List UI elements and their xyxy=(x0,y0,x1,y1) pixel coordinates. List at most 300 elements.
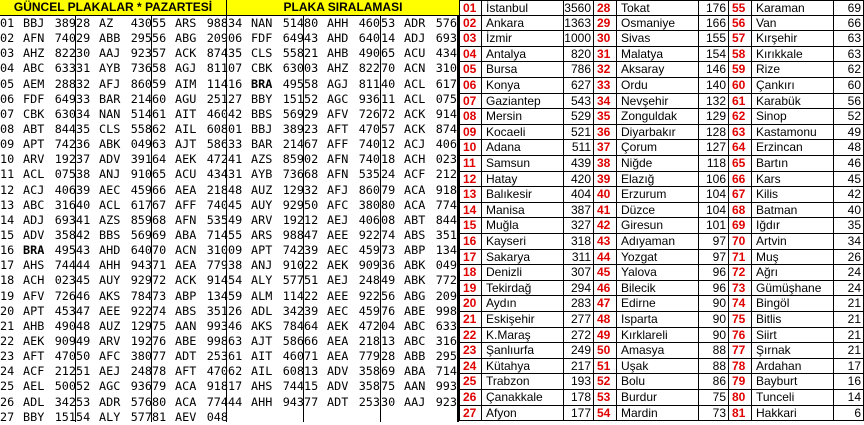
plate-code: ACL xyxy=(404,76,426,91)
city-name: Iğdır xyxy=(752,218,834,234)
rank-number: 58 xyxy=(729,47,752,63)
plate-number: 34 xyxy=(76,106,91,121)
plate-number: 28 xyxy=(76,16,91,30)
plate-code: ADR xyxy=(99,394,121,409)
city-name: Bursa xyxy=(482,62,564,78)
plate-row xyxy=(381,92,457,107)
plate-code: ABK xyxy=(404,273,426,288)
plate-value: 406 xyxy=(358,212,380,227)
plate-code: ACF xyxy=(404,167,426,182)
plate-number: 32 xyxy=(304,182,319,197)
city-count: 40 xyxy=(834,203,864,219)
plate-code: AFT xyxy=(327,121,349,136)
rank-number: 50 xyxy=(594,343,617,359)
city-count: 155 xyxy=(699,31,729,47)
plate-value: 640 xyxy=(358,31,380,46)
plate-code: AHH xyxy=(327,16,349,30)
city-count: 129 xyxy=(699,109,729,125)
plate-row xyxy=(152,46,228,61)
plate-code: AFC xyxy=(99,349,121,364)
plate-code: AFT xyxy=(175,364,197,379)
rank-number: 66 xyxy=(729,172,752,188)
plate-code: AEV xyxy=(175,409,197,424)
plate-number: 61 xyxy=(152,106,167,121)
plate-value: 922 xyxy=(358,288,380,303)
city-count: 249 xyxy=(564,343,594,359)
plate-code: AFV xyxy=(327,106,349,121)
city-count: 318 xyxy=(564,234,594,250)
plate-row xyxy=(152,228,228,243)
plate-row xyxy=(76,364,152,379)
plate-number: 45 xyxy=(228,197,243,212)
plate-code: BBJ xyxy=(251,121,273,136)
city-name: Niğde xyxy=(617,156,699,172)
city-name: Bitlis xyxy=(752,312,834,328)
plate-row xyxy=(304,273,380,288)
city-name: Erzurum xyxy=(617,187,699,203)
plate-value: 640 xyxy=(130,243,152,258)
plate-value: 248 xyxy=(358,273,380,288)
plate-number: 19 xyxy=(0,288,15,303)
plate-number: 29 xyxy=(304,106,319,121)
plate-value: 212 xyxy=(435,167,457,182)
plate-row xyxy=(381,228,457,243)
plate-number: 09 xyxy=(0,137,15,152)
plate-row xyxy=(0,258,76,273)
plate-row xyxy=(76,395,152,410)
city-name: Elazığ xyxy=(617,172,699,188)
plate-code: AFF xyxy=(327,137,349,152)
city-count: 66 xyxy=(834,16,864,32)
plate-number: 38 xyxy=(76,167,91,182)
plate-number: 16 xyxy=(0,243,15,258)
plate-row xyxy=(76,183,152,198)
plate-value: 998 xyxy=(206,333,228,348)
plate-value: 351 xyxy=(435,227,457,242)
plate-number: 66 xyxy=(152,182,167,197)
plate-code: ABA xyxy=(175,227,197,242)
plate-value: 630 xyxy=(54,106,76,121)
plate-code: AFJ xyxy=(327,182,349,197)
city-name: Malatya xyxy=(617,47,699,63)
plate-number: 74 xyxy=(381,227,396,242)
plate-value: 075 xyxy=(435,91,457,106)
city-count: 49 xyxy=(834,125,864,141)
plate-number: 01 xyxy=(0,16,15,30)
plate-value: 500 xyxy=(54,379,76,394)
plate-row xyxy=(76,46,152,61)
plate-number: 43 xyxy=(304,31,319,46)
city-name: Yozgat xyxy=(617,250,699,266)
plate-number: 61 xyxy=(228,349,243,364)
plate-number: 04 xyxy=(0,61,15,76)
city-name: Kırklareli xyxy=(617,328,699,344)
plate-value: 310 xyxy=(206,243,228,258)
rank-number: 25 xyxy=(459,374,482,390)
city-name: Siirt xyxy=(752,328,834,344)
rank-number: 24 xyxy=(459,359,482,375)
city-count: 63 xyxy=(834,47,864,63)
plate-code: ABK xyxy=(404,258,426,273)
plate-value: 535 xyxy=(358,167,380,182)
plate-number: 44 xyxy=(228,394,243,409)
plate-code: AEC xyxy=(327,243,349,258)
rank-number: 55 xyxy=(729,0,752,16)
plate-number: 22 xyxy=(304,288,319,303)
plate-code: AUY xyxy=(99,273,121,288)
plate-value: 380 xyxy=(358,197,380,212)
rank-number: 68 xyxy=(729,203,752,219)
plate-code: AZ xyxy=(99,16,114,30)
plate-row xyxy=(381,258,457,273)
plate-row xyxy=(0,107,76,122)
plate-code: ABE xyxy=(175,333,197,348)
plate-value: 358 xyxy=(54,227,76,242)
plate-row xyxy=(228,334,304,349)
plate-row xyxy=(381,243,457,258)
plate-row xyxy=(381,107,457,122)
plate-value: 023 xyxy=(435,152,457,167)
plate-code: ARS xyxy=(175,16,197,30)
rank-number: 56 xyxy=(729,16,752,32)
plate-code: AEA xyxy=(175,182,197,197)
city-count: 127 xyxy=(699,140,729,156)
plate-code: BBY xyxy=(23,409,45,424)
plate-number: 36 xyxy=(76,137,91,152)
city-count: 521 xyxy=(564,125,594,141)
rank-number: 69 xyxy=(729,218,752,234)
plate-value: 192 xyxy=(54,152,76,167)
plate-number: 22 xyxy=(304,258,319,273)
plate-value: 993 xyxy=(435,379,457,394)
plate-row xyxy=(381,198,457,213)
city-count: 52 xyxy=(834,109,864,125)
plate-value: 998 xyxy=(435,303,457,318)
rank-number: 48 xyxy=(594,312,617,328)
plate-row xyxy=(304,349,380,364)
plate-number: 54 xyxy=(228,273,243,288)
plate-code: BAR xyxy=(99,91,121,106)
city-name: Kırşehir xyxy=(752,31,834,47)
plate-code: AEK xyxy=(23,333,45,348)
plate-row xyxy=(152,273,228,288)
plate-row xyxy=(76,61,152,76)
plate-column xyxy=(76,16,152,425)
rank-number: 53 xyxy=(594,390,617,406)
plate-value: 129 xyxy=(130,318,152,333)
plate-row xyxy=(381,122,457,137)
plate-row xyxy=(152,107,228,122)
plate-value: 874 xyxy=(435,121,457,136)
plate-value: 844 xyxy=(435,212,457,227)
plate-value: 251 xyxy=(206,91,228,106)
plate-code: ACH xyxy=(404,152,426,167)
plate-number: 08 xyxy=(0,121,15,136)
plate-row xyxy=(381,213,457,228)
city-count: 101 xyxy=(699,218,729,234)
plate-value: 576 xyxy=(435,16,457,30)
plate-number: 12 xyxy=(0,182,15,197)
plate-number: 67 xyxy=(152,197,167,212)
city-count: 56 xyxy=(834,94,864,110)
plate-row xyxy=(152,349,228,364)
plate-value: 460 xyxy=(358,16,380,30)
plate-number: 41 xyxy=(76,212,91,227)
plate-number: 39 xyxy=(304,243,319,258)
plate-code: ANJ xyxy=(251,258,273,273)
plate-value: 577 xyxy=(130,409,152,424)
plate-row xyxy=(0,46,76,61)
plate-code: AAN xyxy=(175,318,197,333)
plate-code: ACU xyxy=(404,46,426,61)
plate-row xyxy=(228,319,304,334)
plate-code: AFN xyxy=(327,167,349,182)
plate-value: 943 xyxy=(130,258,152,273)
city-count: 1363 xyxy=(564,16,594,32)
plate-code: ACA xyxy=(175,379,197,394)
plate-row xyxy=(381,46,457,61)
city-count: 73 xyxy=(699,406,729,422)
plate-value: 784 xyxy=(130,288,152,303)
rank-number: 51 xyxy=(594,359,617,375)
plate-code: ACN xyxy=(175,243,197,258)
city-count: 21 xyxy=(834,296,864,312)
plate-row xyxy=(0,167,76,182)
city-count: 17 xyxy=(834,359,864,375)
plate-code: AEK xyxy=(327,318,349,333)
plate-number: 71 xyxy=(304,349,319,364)
city-name: Sinop xyxy=(752,109,834,125)
city-name: Osmaniye xyxy=(617,16,699,32)
plate-number: 57 xyxy=(381,121,396,136)
plate-code: ADL xyxy=(23,394,45,409)
plate-row xyxy=(152,183,228,198)
plate-value: 633 xyxy=(54,61,76,76)
plate-row xyxy=(304,334,380,349)
city-name: Çankırı xyxy=(752,78,834,94)
city-name: Zonguldak xyxy=(617,109,699,125)
plate-value: 779 xyxy=(358,349,380,364)
plate-row xyxy=(76,167,152,182)
plate-value: 740 xyxy=(358,137,380,152)
plate-code: FDF xyxy=(251,31,273,46)
plate-number: 23 xyxy=(304,121,319,136)
plate-row xyxy=(304,31,380,46)
rank-number: 60 xyxy=(729,78,752,94)
plate-value: 923 xyxy=(435,394,457,409)
plate-row xyxy=(152,152,228,167)
plate-value: 988 xyxy=(282,227,304,242)
plate-number: 14 xyxy=(381,31,396,46)
plate-code: AFN xyxy=(175,212,197,227)
plate-number: 69 xyxy=(152,227,167,242)
city-name: Afyon xyxy=(482,406,564,422)
plate-row xyxy=(228,16,304,31)
plate-code: ACK xyxy=(175,46,197,61)
plate-row xyxy=(228,364,304,379)
plate-value: 859 xyxy=(282,152,304,167)
rank-number: 16 xyxy=(459,234,482,250)
plate-code: ABA xyxy=(404,364,426,379)
city-count: 24 xyxy=(834,281,864,297)
plate-row xyxy=(76,228,152,243)
plate-code: BAR xyxy=(251,137,273,152)
plate-number: 21 xyxy=(0,318,15,333)
plate-row xyxy=(0,410,76,425)
plate-row xyxy=(76,92,152,107)
plate-number: 26 xyxy=(228,303,243,318)
city-name: Uşak xyxy=(617,359,699,375)
plate-value: 586 xyxy=(206,137,228,152)
city-count: 63 xyxy=(834,31,864,47)
plate-row xyxy=(76,410,152,425)
plate-code: ACJ xyxy=(404,137,426,152)
plate-value: 811 xyxy=(206,61,228,76)
city-name: Bartın xyxy=(752,156,834,172)
plate-row xyxy=(304,289,380,304)
plate-row xyxy=(0,152,76,167)
plate-number: 34 xyxy=(228,16,243,30)
plate-row xyxy=(152,16,228,31)
plate-number: 27 xyxy=(228,91,243,106)
city-name: Ankara xyxy=(482,16,564,32)
city-ranking-table xyxy=(459,0,864,422)
rank-number: 30 xyxy=(594,31,617,47)
plate-number: 36 xyxy=(381,258,396,273)
plate-code: AAJ xyxy=(99,46,121,61)
plate-number: 38 xyxy=(228,258,243,273)
plate-number: 22 xyxy=(0,333,15,348)
rank-number: 80 xyxy=(729,390,752,406)
plate-number: 47 xyxy=(76,303,91,318)
plate-row xyxy=(304,152,380,167)
plate-code: AAN xyxy=(404,379,426,394)
plate-number: 05 xyxy=(0,76,15,91)
plate-value: 114 xyxy=(282,288,304,303)
rank-number: 23 xyxy=(459,343,482,359)
plate-number: 01 xyxy=(228,121,243,136)
plate-code: AGJ xyxy=(175,61,197,76)
city-count: 88 xyxy=(699,359,729,375)
plate-number: 13 xyxy=(0,197,15,212)
plate-value: 918 xyxy=(206,379,228,394)
plate-row xyxy=(0,31,76,46)
plate-code: ARV xyxy=(99,333,121,348)
plate-value: 209 xyxy=(206,31,228,46)
plate-number: 72 xyxy=(381,106,396,121)
city-count: 277 xyxy=(564,312,594,328)
plate-code: ABB xyxy=(99,31,121,46)
plate-row xyxy=(76,258,152,273)
plate-code: ABB xyxy=(404,349,426,364)
plate-row xyxy=(228,122,304,137)
plate-code: AEE xyxy=(99,303,121,318)
plate-number: 78 xyxy=(152,364,167,379)
plate-number: 17 xyxy=(0,258,15,273)
city-count: 26 xyxy=(834,250,864,266)
rank-number: 72 xyxy=(729,265,752,281)
rank-number: 10 xyxy=(459,140,482,156)
rank-number: 06 xyxy=(459,78,482,94)
plate-row xyxy=(228,31,304,46)
plate-number: 46 xyxy=(76,288,91,303)
plate-number: 60 xyxy=(152,91,167,106)
city-name: Kocaeli xyxy=(482,125,564,141)
plate-code: NAN xyxy=(99,106,121,121)
rank-number: 05 xyxy=(459,62,482,78)
plate-number: 63 xyxy=(228,333,243,348)
city-name: Hatay xyxy=(482,172,564,188)
plate-value: 929 xyxy=(282,197,304,212)
plate-value: 993 xyxy=(206,318,228,333)
plate-code: ADV xyxy=(99,152,121,167)
city-name: Kayseri xyxy=(482,234,564,250)
plate-value: 779 xyxy=(206,258,228,273)
plate-value: 936 xyxy=(358,91,380,106)
plate-value: 576 xyxy=(130,394,152,409)
plate-number: 66 xyxy=(304,333,319,348)
plate-row xyxy=(0,364,76,379)
plate-number: 46 xyxy=(228,318,243,333)
rank-number: 29 xyxy=(594,16,617,32)
plate-value: 514 xyxy=(130,106,152,121)
plate-value: 714 xyxy=(435,364,457,379)
city-count: 118 xyxy=(699,156,729,172)
plate-value: 608 xyxy=(206,121,228,136)
city-name: Gaziantep xyxy=(482,94,564,110)
plate-row xyxy=(228,349,304,364)
city-count: 177 xyxy=(564,406,594,422)
plate-code: ACA xyxy=(175,394,197,409)
plate-value: 693 xyxy=(54,212,76,227)
plate-row xyxy=(0,349,76,364)
city-count: 146 xyxy=(699,62,729,78)
rank-number: 09 xyxy=(459,125,482,141)
plate-code: ANJ xyxy=(99,167,121,182)
plate-number: 45 xyxy=(76,273,91,288)
plate-value: 295 xyxy=(130,31,152,46)
plate-row xyxy=(0,77,76,92)
plate-number: 06 xyxy=(0,91,15,106)
plate-value: 472 xyxy=(206,152,228,167)
plate-value: 342 xyxy=(282,303,304,318)
rank-number: 61 xyxy=(729,94,752,110)
plate-row xyxy=(304,243,380,258)
plate-value: 212 xyxy=(54,364,76,379)
plate-row xyxy=(228,167,304,182)
plate-number: 62 xyxy=(228,364,243,379)
city-count: 140 xyxy=(699,78,729,94)
rank-number: 65 xyxy=(729,156,752,172)
plate-row xyxy=(76,273,152,288)
city-count: 6 xyxy=(834,406,864,422)
city-count: 96 xyxy=(699,281,729,297)
city-count: 42 xyxy=(834,187,864,203)
plate-row xyxy=(381,167,457,182)
plate-code: ABG xyxy=(404,288,426,303)
plate-code: AUY xyxy=(251,197,273,212)
plate-value: 380 xyxy=(130,349,152,364)
plate-number: 72 xyxy=(152,273,167,288)
city-count: 154 xyxy=(699,47,729,63)
city-count: 3560 xyxy=(564,0,594,16)
city-count: 820 xyxy=(564,47,594,63)
plate-value: 389 xyxy=(54,16,76,30)
plate-row xyxy=(76,334,152,349)
plate-row xyxy=(228,228,304,243)
plate-code: AIT xyxy=(175,106,197,121)
plate-code: ACF xyxy=(23,364,45,379)
